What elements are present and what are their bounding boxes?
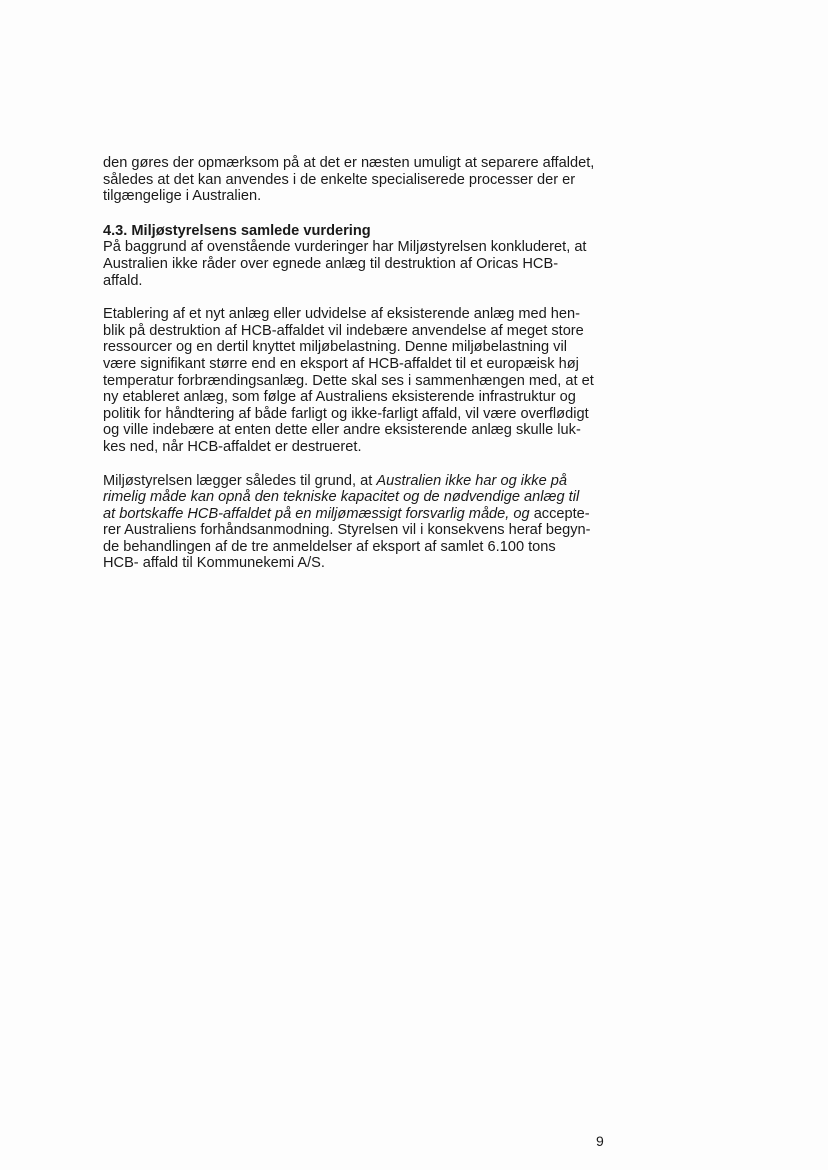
text-line: rer Australiens forhåndsanmodning. Styrelsen vil i konsekvens heraf begyn- (103, 522, 591, 539)
text-normal: accepte- (533, 505, 590, 522)
text-line: HCB- affald til Kommunekemi A/S. (103, 555, 325, 572)
text-italic: at bortskaffe HCB-affaldet på en miljømæssigt forsvarlig måde, og (103, 505, 534, 522)
text-line: ny etableret anlæg, som følge af Australiens eksisterende infrastruktur og (103, 389, 576, 406)
text-line: temperatur forbrændingsanlæg. Dette skal ses i sammenhængen med, at et (103, 372, 594, 389)
text-line: blik på destruktion af HCB-affaldet vil indebære anvendelse af meget store (103, 322, 584, 339)
text-line: og ville indebære at enten dette eller andre eksisterende anlæg skulle luk- (103, 422, 581, 439)
section-4-3 (103, 223, 623, 289)
text-line-italic: rimelig måde kan opnå den tekniske kapacitet og de nødvendige anlæg til (103, 489, 580, 506)
text-line: tilgængelige i Australien. (103, 188, 262, 205)
text-normal: Miljøstyrelsen lægger således til grund, at (103, 472, 377, 489)
text-line: ressourcer og en dertil knyttet miljøbelastning. Denne miljøbelastning vil (103, 339, 567, 356)
paragraph-etablering (103, 306, 623, 455)
text-line: kes ned, når HCB-affaldet er destrueret. (103, 438, 362, 455)
document-body (103, 155, 623, 572)
paragraph-conclusion (103, 473, 623, 573)
text-line: Etablering af et nyt anlæg eller udvidelse af eksisterende anlæg med hen- (103, 306, 581, 323)
text-line: således at det kan anvendes i de enkelte specialiserede processer der er (103, 171, 576, 188)
text-line: politik for håndtering af både farligt og ikke-farligt affald, vil være overflødigt (103, 405, 589, 422)
text-line: den gøres der opmærksom på at det er næsten umuligt at separere affaldet, (103, 155, 595, 171)
paragraph-gap (103, 456, 623, 473)
paragraph-gap (103, 289, 623, 306)
text-line (103, 473, 623, 490)
text-line: være signifikant større end en eksport af HCB-affaldet til et europæisk høj (103, 355, 579, 372)
page-number: 9 (596, 1133, 604, 1149)
section-heading: 4.3. Miljøstyrelsens samlede vurdering (103, 222, 371, 239)
text-line: På baggrund af ovenstående vurderinger har Miljøstyrelsen konkluderet, at (103, 239, 587, 256)
text-line: de behandlingen af de tre anmeldelser af eksport af samlet 6.100 tons (103, 538, 556, 555)
paragraph-gap (103, 205, 623, 222)
text-line: Australien ikke råder over egnede anlæg til destruktion af Oricas HCB- (103, 255, 559, 272)
text-line (103, 506, 623, 523)
paragraph-intro (103, 155, 623, 205)
text-italic: Australien ikke har og ikke på (376, 472, 567, 489)
text-line: affald. (103, 272, 143, 289)
